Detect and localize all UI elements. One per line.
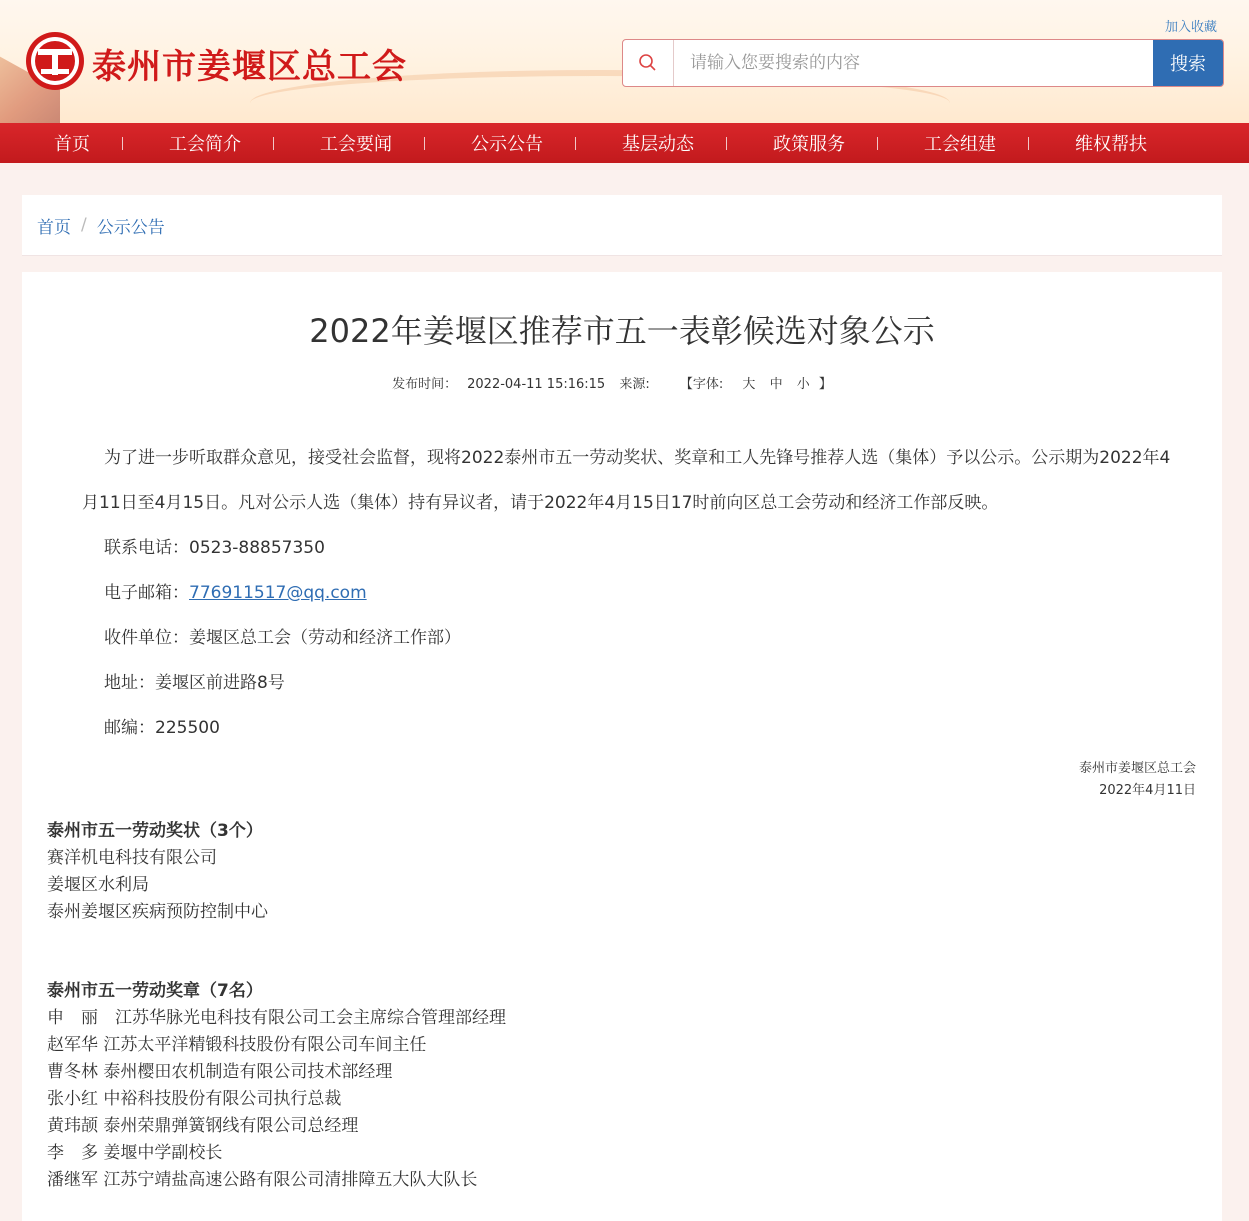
font-size-large[interactable]: 大: [742, 377, 756, 392]
award-list-collective: [47, 818, 268, 926]
article: [22, 272, 1222, 1221]
site-title: 泰州市姜堰区总工会: [92, 47, 407, 87]
list-item: 李 多 姜堰中学副校长: [47, 1143, 223, 1163]
list-item: 申 丽 江苏华脉光电科技有限公司工会主席综合管理部经理: [47, 1008, 506, 1028]
nav-item-home[interactable]: 首页: [54, 134, 90, 155]
list-item: 姜堰区水利局: [47, 875, 149, 895]
breadcrumb-home[interactable]: 首页: [37, 217, 71, 238]
nav-divider: [273, 137, 274, 150]
nav-divider: [726, 137, 727, 150]
nav-divider: [575, 137, 576, 150]
search-input[interactable]: [674, 40, 1153, 86]
breadcrumb-current[interactable]: 公示公告: [96, 217, 165, 238]
search-button[interactable]: 搜索: [1153, 40, 1223, 86]
article-body: [82, 436, 1172, 751]
section-heading: 泰州市五一劳动奖章（7名）: [47, 981, 263, 1001]
intro-paragraph: 为了进一步听取群众意见，接受社会监督，现将2022泰州市五一劳动奖状、奖章和工人先锋号推荐人选（集体）予以公示。公示期为2022年4月11日至4月15日。凡对公示人选（集体）持有异议者，请于2022年4月15日17时前向区总工会劳动和经济工作部反映。: [82, 448, 1171, 513]
site-header: [0, 0, 1249, 123]
postcode: [82, 706, 1172, 751]
nav-divider: [424, 137, 425, 150]
postcode-label: 邮编：: [104, 718, 155, 738]
font-size-small[interactable]: 小: [796, 377, 810, 392]
list-item: 赛洋机电科技有限公司: [47, 848, 217, 868]
nav-divider: [877, 137, 878, 150]
list-item: 张小红 中裕科技股份有限公司执行总裁: [47, 1089, 342, 1109]
font-label-open: 【字体:: [679, 377, 724, 392]
publish-time: 2022-04-11 15:16:15: [467, 377, 606, 392]
nav-item-grassroots[interactable]: 基层动态: [622, 134, 694, 155]
union-logo-icon: [24, 30, 86, 92]
nav-divider: [1028, 137, 1029, 150]
list-item: 赵军华 江苏太平洋精锻科技股份有限公司车间主任: [47, 1035, 427, 1055]
breadcrumb: [22, 195, 1222, 256]
postcode-value: 225500: [155, 718, 220, 738]
article-title: 2022年姜堰区推荐市五一表彰候选对象公示: [309, 312, 935, 350]
address-label: 地址：: [104, 673, 155, 693]
font-label-close: 】: [818, 377, 832, 392]
nav-item-about[interactable]: 工会简介: [169, 134, 241, 155]
list-item: 曹冬林 泰州樱田农机制造有限公司技术部经理: [47, 1062, 393, 1082]
address: [82, 661, 1172, 706]
address-value: 姜堰区前进路8号: [155, 673, 285, 693]
add-favorite-link[interactable]: 加入收藏: [1164, 20, 1217, 35]
search-bar: [622, 39, 1224, 87]
nav-item-policy[interactable]: 政策服务: [773, 134, 845, 155]
search-icon: [623, 40, 674, 86]
signature-org: 泰州市姜堰区总工会: [1078, 761, 1196, 776]
publish-label: 发布时间：: [392, 377, 458, 392]
article-meta: [22, 373, 1222, 392]
receiving-unit: [82, 616, 1172, 661]
font-size-medium[interactable]: 中: [769, 377, 783, 392]
font-size-control: [680, 377, 842, 392]
signature: [1079, 758, 1196, 802]
list-item: 泰州姜堰区疾病预防控制中心: [47, 902, 268, 922]
unit-value: 姜堰区总工会（劳动和经济工作部）: [189, 628, 461, 648]
contact-email: [82, 571, 1172, 616]
award-list-individual: [47, 978, 506, 1194]
nav-divider: [122, 137, 123, 150]
section-heading: 泰州市五一劳动奖状（3个）: [47, 821, 263, 841]
email-link[interactable]: 776911517@qq.com: [189, 583, 367, 603]
contact-phone: [82, 526, 1172, 571]
nav-item-organize[interactable]: 工会组建: [924, 134, 996, 155]
signature-date: 2022年4月11日: [1099, 783, 1196, 798]
unit-label: 收件单位：: [104, 628, 189, 648]
breadcrumb-separator: /: [81, 215, 87, 235]
email-label: 电子邮箱：: [104, 583, 189, 603]
phone-value: 0523-88857350: [189, 538, 325, 558]
nav-item-news[interactable]: 工会要闻: [320, 134, 392, 155]
nav-item-notices[interactable]: 公示公告: [471, 134, 543, 155]
phone-label: 联系电话：: [104, 538, 189, 558]
source-label: 来源:: [619, 377, 650, 392]
list-item: 潘继军 江苏宁靖盐高速公路有限公司清排障五大队大队长: [47, 1170, 478, 1190]
nav-item-rights[interactable]: 维权帮扶: [1075, 134, 1147, 155]
main-nav: [0, 123, 1249, 163]
list-item: 黄玮颉 泰州荣鼎弹簧钢线有限公司总经理: [47, 1116, 359, 1136]
